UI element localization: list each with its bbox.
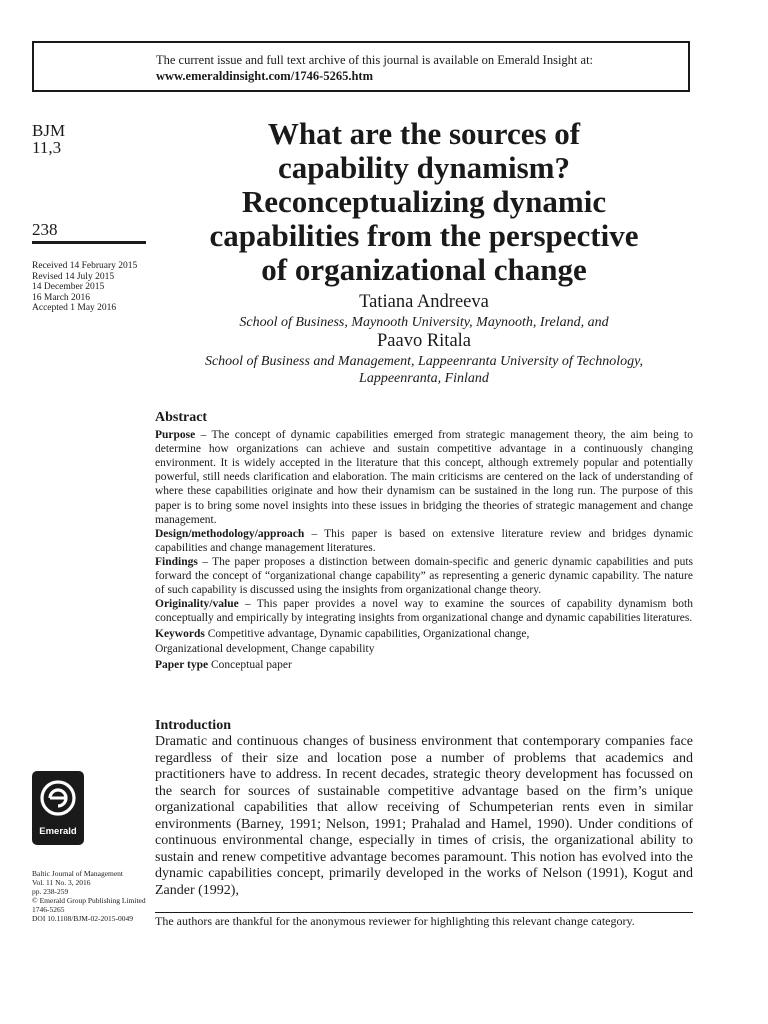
notice-text: The current issue and full text archive of this journal is available on Emerald Insight at: <box>156 53 594 67</box>
originality-label: Originality/value <box>155 598 239 611</box>
purpose-label: Purpose <box>155 429 196 442</box>
footnote: The authors are thankful for the anonymous reviewer for highlighting this relevant change category. <box>155 914 635 928</box>
keywords-text: Organizational development, Change capability <box>155 642 375 655</box>
title-line: Reconceptualizing dynamic <box>241 184 607 219</box>
emerald-e-icon <box>40 779 76 823</box>
keywords-text: Competitive advantage, Dynamic capabilities, Organizational change, <box>204 628 530 641</box>
volume-issue: 11,3 <box>32 138 62 157</box>
abstract-paper-type <box>155 658 693 672</box>
title-line: What are the sources of <box>267 116 581 151</box>
title-line: capabilities from the perspective <box>209 218 639 253</box>
findings-text: – The paper proposes a distinction between domain-specific and generic dynamic capabilities and puts forward the concept of “organizational change capability” as representing a generic dynamic capability. The nature of such capability is discussed using the insights from organizational change theory. <box>155 555 693 597</box>
originality-text: – This paper provides a novel way to examine the sources of capability dynamism both conceptually and empirically by integrating insights from organizational change and dynamic capabilities literatures. <box>155 598 693 625</box>
publication-metadata: Baltic Journal of Management Vol. 11 No. 3, 2016 pp. 238-259 © Emerald Group Publishing Limited 1746-5265 DOI 10.1108/BJM-02-2015-0049 <box>32 869 146 923</box>
findings-label: Findings <box>155 555 198 568</box>
purpose-text: – The concept of dynamic capabilities emerged from strategic management theory, the aim being to determine how organizations can achieve and sustain competitive advantage in a continuously changing environment. It is widely accepted in the literature that this concept, although extremely popular and potentially powerful, still needs clarification and elaboration. The main criticisms are centered on the lack of understanding of where these capabilities originate and how their dynamism can be sustained in the long run. The purpose of this paper is to bring some novel insights into these issues in bridging the theories of strategic management and change management. <box>155 429 693 526</box>
design-text: – This paper is based on extensive literature review and bridges dynamic capabilities and change management literatures. <box>155 527 693 554</box>
author-affiliation <box>155 314 693 331</box>
introduction-section <box>155 717 693 899</box>
article-history-dates: Received 14 February 2015 Revised 14 July 2015 14 December 2015 16 March 2016 Accepted 1 May 2016 <box>32 261 138 313</box>
author-affiliation <box>155 353 693 387</box>
page-number: 238 <box>32 220 58 239</box>
abstract-findings <box>155 555 693 597</box>
title-line: capability dynamism? <box>278 150 570 185</box>
paper-type-label: Paper type <box>155 658 209 671</box>
introduction-heading: Introduction <box>155 718 231 733</box>
journal-code <box>32 122 65 156</box>
affiliation-line: School of Business and Management, Lappeenranta University of Technology, <box>204 354 644 369</box>
author-name: Tatiana Andreeva <box>359 292 489 312</box>
author-name: Paavo Ritala <box>376 331 472 351</box>
abstract-heading: Abstract <box>155 410 208 425</box>
paper-type-text: Conceptual paper <box>208 658 292 671</box>
abstract-design <box>155 527 693 555</box>
abstract-keywords <box>155 627 693 655</box>
design-label: Design/methodology/approach <box>155 527 305 540</box>
article-title <box>155 117 693 287</box>
abstract-originality <box>155 597 693 625</box>
abstract-purpose <box>155 428 693 527</box>
title-line: of organizational change <box>261 252 587 287</box>
journal-url: www.emeraldinsight.com/1746-5265.htm <box>156 69 373 83</box>
emerald-logo <box>32 771 84 845</box>
journal-notice-box <box>32 41 690 92</box>
keywords-label: Keywords <box>155 628 205 641</box>
logo-label: Emerald <box>39 826 77 837</box>
abstract-section <box>155 411 693 672</box>
affiliation-line: School of Business, Maynooth University, Maynooth, Ireland, and <box>239 315 609 330</box>
journal-abbrev: BJM <box>32 121 66 140</box>
page-number-rule <box>32 241 146 244</box>
footnote-rule <box>155 912 693 913</box>
introduction-paragraph: Dramatic and continuous changes of business environment that contemporary companies face regardless of their size and location pose a number of problems that academics and practitioners have to address. In recent decades, strategic theory development has focussed on the search for sources of sustainable competitive advantage based on the firm’s unique organizational capabilities that allow receiving of Schumpeterian rents even in similar environments (Barney, 1991; Nelson, 1991; Prahalad and Hamel, 1990). Under conditions of continuous environmental change, especially in times of crisis, the organizational ability to sustain and renew competitive advantage becomes paramount. This notion has evolved into the dynamic capabilities concept, primarily developed in the works of Nelson (1991), Kogut and Zander (1992), <box>155 734 693 898</box>
affiliation-line: Lappeenranta, Finland <box>359 371 489 386</box>
